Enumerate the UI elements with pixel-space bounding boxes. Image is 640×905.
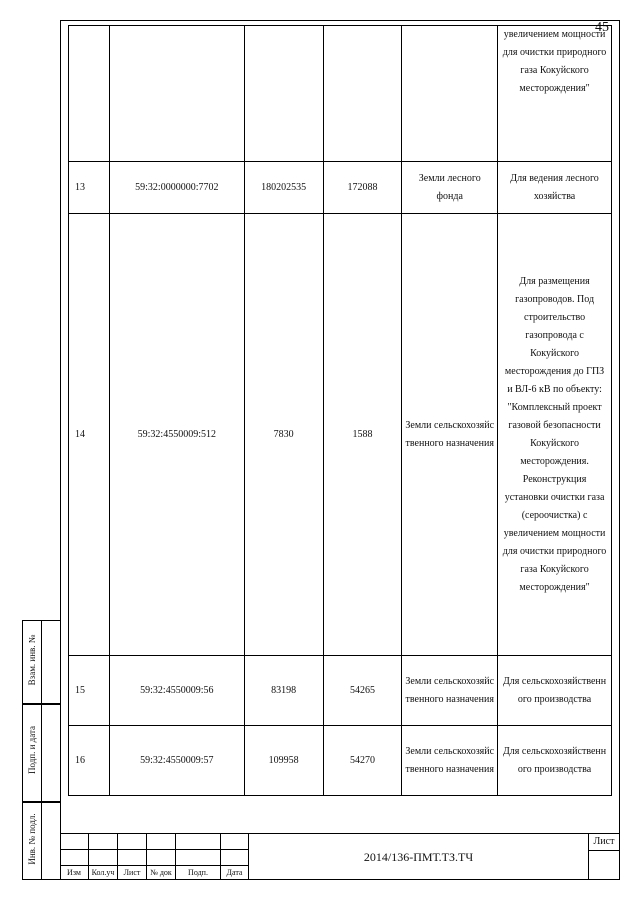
occupied-area: 54265 bbox=[323, 656, 402, 726]
occupied-area: 1588 bbox=[323, 214, 402, 656]
side-label-replace-inv: Взам. инв. № bbox=[27, 634, 37, 686]
cadastral-number: 59:32:4550009:56 bbox=[109, 656, 244, 726]
stamp-label-izm: Изм bbox=[67, 868, 81, 877]
row-number: 14 bbox=[69, 214, 110, 656]
land-category bbox=[402, 26, 498, 162]
side-box-2b bbox=[41, 704, 61, 802]
permitted-use: Для сельскохозяйственного производства bbox=[498, 726, 612, 796]
permitted-use: Для сельскохозяйственного производства bbox=[498, 656, 612, 726]
stamp-label-list: Лист bbox=[123, 868, 141, 877]
land-plots-table bbox=[68, 25, 612, 796]
plot-area: 180202535 bbox=[244, 162, 323, 214]
title-block bbox=[60, 833, 620, 880]
side-box-3b bbox=[41, 802, 61, 880]
row-number bbox=[69, 26, 110, 162]
stamp-label-sign: Подп. bbox=[188, 868, 208, 877]
side-label-sign-date: Подп. и дата bbox=[27, 725, 37, 775]
table-row bbox=[69, 214, 612, 656]
plot-area bbox=[244, 26, 323, 162]
land-category: Земли лесного фонда bbox=[402, 162, 498, 214]
table-row bbox=[69, 656, 612, 726]
cadastral-number: 59:32:0000000:7702 bbox=[109, 162, 244, 214]
table-row bbox=[69, 26, 612, 162]
side-box-1b bbox=[41, 620, 61, 704]
permitted-use: увеличением мощности для очистки природного газа Кокуйского месторождения" bbox=[498, 26, 612, 162]
cadastral-number: 59:32:4550009:512 bbox=[109, 214, 244, 656]
page-number: 45 bbox=[595, 20, 609, 35]
occupied-area bbox=[323, 26, 402, 162]
table-row bbox=[69, 726, 612, 796]
permitted-use: Для ведения лесного хозяйства bbox=[498, 162, 612, 214]
plot-area: 83198 bbox=[244, 656, 323, 726]
permitted-use: Для размещения газопроводов. Под строительство газопровода с Кокуйского месторождения до ГПЗ и ВЛ-6 кВ по объекту: "Комплексный проект газовой безопасности Кокуйского месторождения. Реконструкция установки очистки газа (сероочистка) с увеличением мощности для очистки природного газа Кокуйского месторождения" bbox=[498, 214, 612, 656]
side-label-inv-orig: Инв. № подл. bbox=[27, 813, 37, 865]
land-category: Земли сельскохозяйственного назначения bbox=[402, 656, 498, 726]
land-category: Земли сельскохозяйственного назначения bbox=[402, 726, 498, 796]
land-category: Земли сельскохозяйственного назначения bbox=[402, 214, 498, 656]
stamp-label-kol: Кол.уч bbox=[91, 868, 115, 877]
document-code: 2014/136-ПМТ.ТЗ.ТЧ bbox=[363, 850, 474, 864]
occupied-area: 172088 bbox=[323, 162, 402, 214]
stamp-sheet-label: Лист bbox=[593, 836, 615, 847]
cadastral-number bbox=[109, 26, 244, 162]
stamp-row-2 bbox=[60, 849, 249, 866]
occupied-area: 54270 bbox=[323, 726, 402, 796]
row-number: 13 bbox=[69, 162, 110, 214]
stamp-row-1 bbox=[60, 833, 249, 850]
plot-area: 7830 bbox=[244, 214, 323, 656]
row-number: 15 bbox=[69, 656, 110, 726]
row-number: 16 bbox=[69, 726, 110, 796]
stamp-label-date: Дата bbox=[226, 868, 243, 877]
cadastral-number: 59:32:4550009:57 bbox=[109, 726, 244, 796]
stamp-label-doc: № док bbox=[150, 868, 172, 877]
table-row bbox=[69, 162, 612, 214]
plot-area: 109958 bbox=[244, 726, 323, 796]
